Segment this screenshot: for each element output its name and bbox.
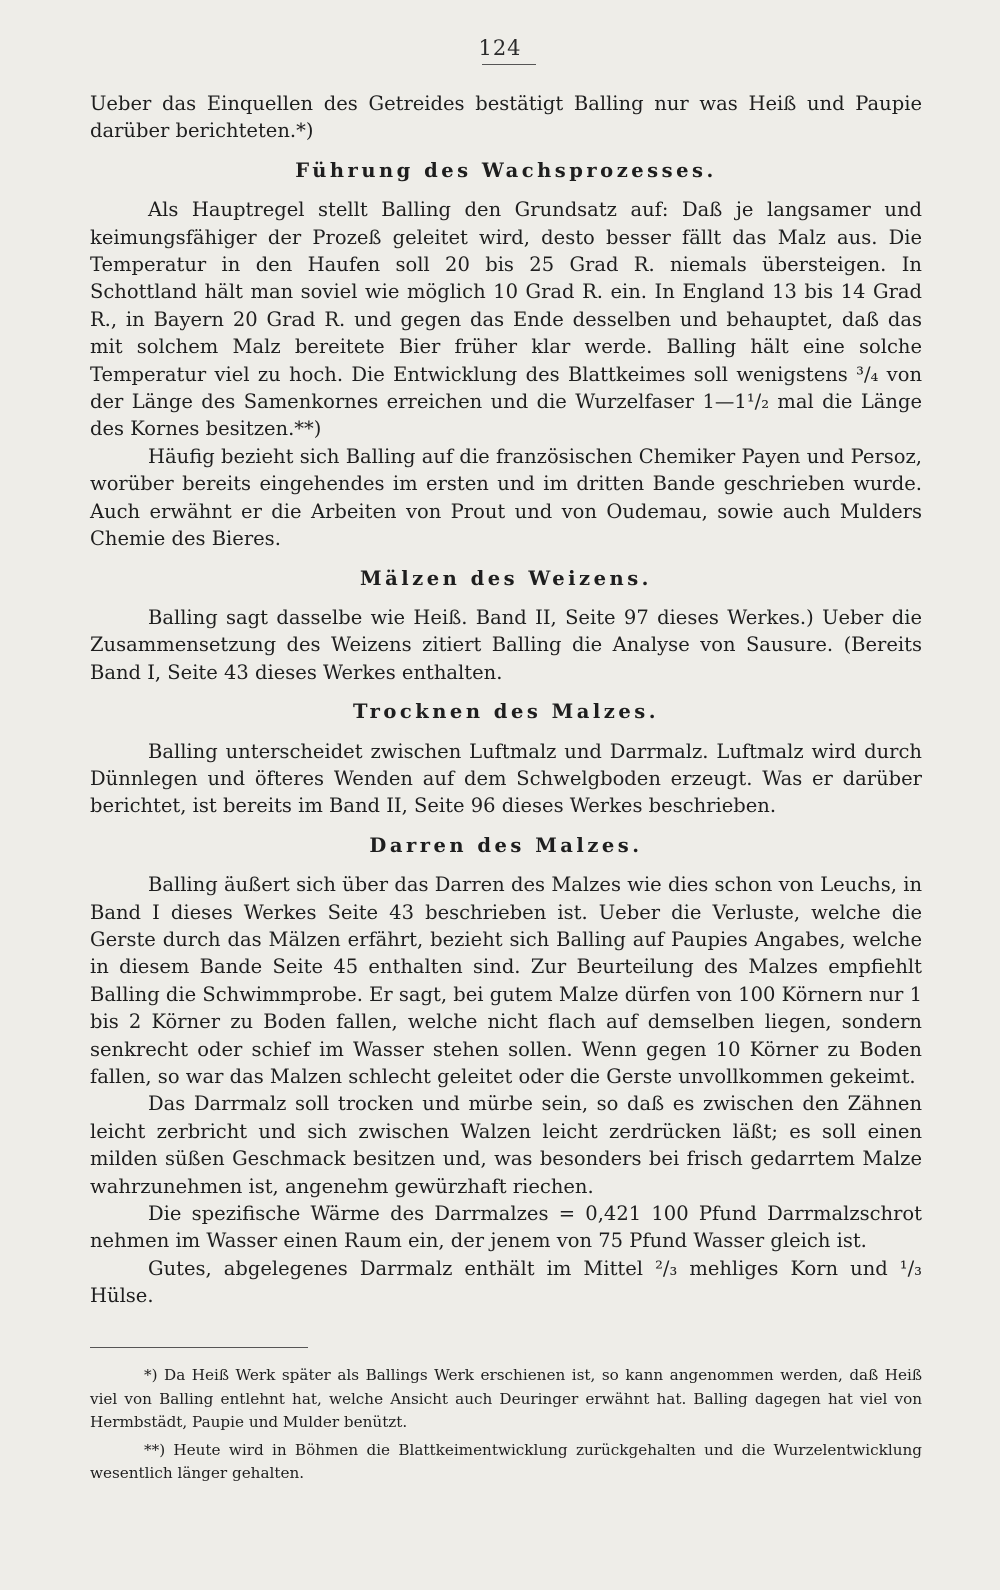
paragraph-hauptregel: Als Hauptregel stellt Balling den Grundsatz auf: Daß je langsamer und keimungsfähiger der Prozeß geleitet wird, desto besser fällt das Malz aus. Die Temperatur in den Haufen soll 20 bis 25 Grad R. niemals übersteigen. In Schottland hält man soviel wie möglich 10 Grad R. ein. In England 13 bis 14 Grad R., in Bayern 20 Grad R. und gegen das Ende desselben und behauptet, daß das mit solchem Malz bereitete Bier früher klar werde. Balling hält eine solche Temperatur viel zu hoch. Die Entwicklung des Blattkeimes soll wenigstens ³/₄ von der Länge des Samenkornes erreichen und die Wurzelfaser 1—1¹/₂ mal die Länge des Kornes besitzen.**) [90, 198, 922, 441]
paragraph-waerme: Die spezifische Wärme des Darrmalzes = 0,421 100 Pfund Darrmalzschrot nehmen im Wasser einen Raum ein, der jenem von 75 Pfund Wasser gleich ist. [90, 1202, 922, 1253]
paragraph-weizen: Balling sagt dasselbe wie Heiß. Band II, Seite 97 dieses Werkes.) Ueber die Zusammensetzung des Weizens zitiert Balling die Analyse von Sausure. (Bereits Band I, Seite 43 dieses Werkes enthalten. [90, 605, 922, 684]
heading-weizen: Mälzen des Weizens. [360, 566, 652, 590]
paragraph-einquellen: Ueber das Einquellen des Getreides bestätigt Balling nur was Heiß und Paupie darüber berichteten.*) [90, 92, 922, 143]
footnote-1: *) Da Heiß Werk später als Ballings Werk erschienen ist, so kann angenommen werden, daß Heiß viel von Balling entlehnt hat, welche Ansicht auch Deuringer erwähnt hat. Balling dagegen hat viel von Hermbstädt, Paupie und Mulder benützt. [90, 1366, 922, 1432]
footnotes [90, 1364, 922, 1490]
footnote-2: **) Heute wird in Böhmen die Blattkeimentwicklung zurückgehalten und die Wurzelentwicklung wesentlich länger gehalten. [90, 1440, 922, 1483]
paragraph-luftmalz: Balling unterscheidet zwischen Luftmalz und Darrmalz. Luftmalz wird durch Dünnlegen und öfteres Wenden auf dem Schwelgboden erzeugt. Was er darüber berichtet, ist bereits im Band II, Seite 96 dieses Werkes beschrieben. [90, 739, 922, 818]
paragraph-darrmalz: Das Darrmalz soll trocken und mürbe sein, so daß es zwischen den Zähnen leicht zerbricht und sich zwischen Walzen leicht zerdrücken läßt; es soll einen milden süßen Geschmack besitzen und, was besonders bei frisch gedarrtem Malze wahrzunehmen ist, angenehm gewürzhaft riechen. [90, 1092, 922, 1198]
footnote-rule [90, 1347, 308, 1348]
paragraph-chemiker: Häufig bezieht sich Balling auf die französischen Chemiker Payen und Persoz, worüber bereits eingehendes im ersten und im dritten Bande geschrieben wurde. Auch erwähnt er die Arbeiten von Prout und von Oudemau, sowie auch Mulders Chemie des Bieres. [90, 444, 922, 551]
paragraph-darren: Balling äußert sich über das Darren des Malzes wie dies schon von Leuchs, in Band I dieses Werkes Seite 43 beschrieben ist. Ueber die Verluste, welche die Gerste durch das Mälzen erfährt, bezieht sich Balling auf Paupies Angabes, welche in diesem Bande Seite 45 enthalten sind. Zur Beurteilung des Malzes empfiehlt Balling die Schwimmprobe. Er sagt, bei gutem Malze dürfen von 100 Körnern nur 1 bis 2 Körner zu Boden fallen, welche nicht flach auf demselben liegen, sondern senkrecht oder schief im Wasser stehen sollen. Wenn gegen 10 Körner zu Boden fallen, so war das Malzen schlecht geleitet oder die Gerste unvollkommen gekeimt. [90, 873, 922, 1088]
paragraph-gutes-darrmalz: Gutes, abgelegenes Darrmalz enthält im Mittel ²/₃ mehliges Korn und ¹/₃ Hülse. [90, 1256, 922, 1308]
heading-wachsprozess: Führung des Wachsprozesses. [295, 158, 717, 182]
heading-darren: Darren des Malzes. [369, 833, 643, 857]
body-text [90, 90, 922, 1310]
heading-trocknen: Trocknen des Malzes. [353, 700, 659, 724]
page-number-rule [482, 64, 536, 65]
page-number: 124 [478, 36, 522, 60]
